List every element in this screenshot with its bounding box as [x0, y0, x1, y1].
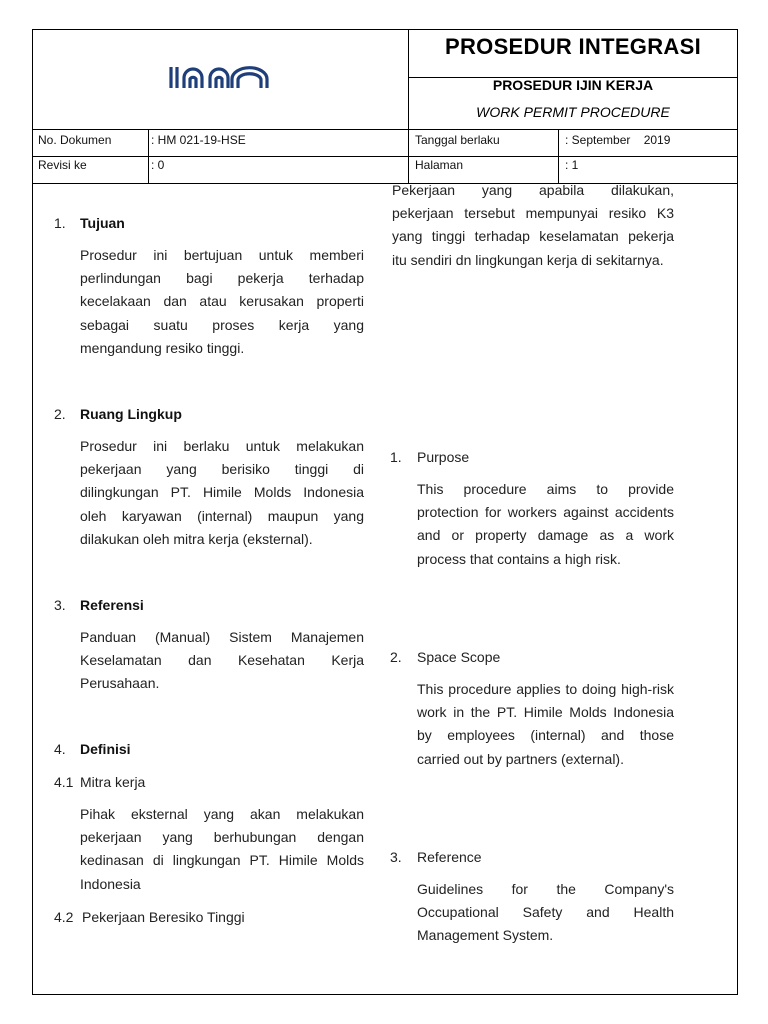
section-3-title: Referensi	[80, 597, 144, 613]
text-line: mengandung resiko tinggi.	[80, 339, 245, 356]
text-line: carried out by partners (external).	[417, 750, 624, 767]
text-line: Pihak eksternal yang akan melakukan	[80, 806, 364, 822]
text-line: pekerjaan yang berisiko tinggi di	[80, 461, 364, 478]
text-line: Management System.	[417, 927, 554, 944]
doc-number-label: No. Dokumen	[38, 133, 112, 147]
doc-subtitle-en: WORK PERMIT PROCEDURE	[476, 104, 670, 120]
scope-body	[417, 678, 674, 771]
effective-date-value: : September 2019	[565, 133, 671, 147]
section-1-number: 1.	[54, 215, 66, 231]
section-4-number: 4.	[54, 741, 66, 757]
doc-subtitle: PROSEDUR IJIN KERJA	[492, 77, 654, 93]
page-value: : 1	[565, 158, 579, 172]
text-line: dilakukan oleh mitra kerja (eksternal).	[80, 530, 313, 547]
reference-number: 3.	[390, 849, 402, 865]
section-2-number: 2.	[54, 406, 66, 422]
text-line: pekerjaan yang berhubungan dengan	[80, 829, 364, 846]
reference-title: Reference	[417, 849, 482, 865]
text-line: oleh karyawan (internal) maupun yang	[80, 507, 364, 524]
section-4-title: Definisi	[80, 741, 131, 757]
purpose-title: Purpose	[417, 449, 470, 465]
text-line: itu sendiri dn lingkungan kerja di sekitarnya.	[392, 251, 664, 268]
text-line: sebagai suatu proses kerja yang	[80, 316, 364, 333]
header-divider-3	[32, 156, 738, 157]
meta-col-line-2	[558, 129, 559, 184]
text-line: perlindungan bagi pekerja terhadap	[80, 270, 364, 287]
page-label: Halaman	[415, 158, 464, 172]
text-line: kecelakaan dan atau kerusakan properti	[80, 293, 364, 310]
section-3-body	[80, 626, 364, 696]
definition-continuation	[392, 179, 674, 272]
doc-title: PROSEDUR INTEGRASI	[445, 34, 701, 59]
text-line: Indonesia	[80, 875, 141, 892]
section-4-2-number: 4.2	[54, 909, 74, 925]
text-line: Keselamatan dan Kesehatan Kerja	[80, 652, 364, 669]
text-line: This procedure applies to doing high-risk	[417, 681, 674, 697]
text-line: process that contains a high risk.	[417, 550, 621, 567]
scope-number: 2.	[390, 649, 402, 665]
text-line: and or property damage as a work	[417, 527, 674, 544]
text-line: protection for workers against accidents	[417, 504, 674, 521]
section-4-1-title: Mitra kerja	[80, 774, 146, 790]
text-line: Occupational Safety and Health	[417, 904, 674, 921]
scope-title: Space Scope	[417, 649, 501, 665]
purpose-body	[417, 478, 674, 571]
text-line: dilingkungan PT. Himile Molds Indonesia	[80, 484, 364, 501]
revision-value: : 0	[151, 158, 165, 172]
doc-number-value: : HM 021-19-HSE	[151, 133, 246, 147]
section-3-number: 3.	[54, 597, 66, 613]
section-2-body	[80, 435, 364, 551]
reference-body	[417, 878, 674, 948]
text-line: Prosedur ini bertujuan untuk memberi	[80, 247, 364, 263]
purpose-number: 1.	[390, 449, 402, 465]
section-2-title: Ruang Lingkup	[80, 406, 182, 422]
section-4-1-body	[80, 803, 364, 896]
text-line: Panduan (Manual) Sistem Manajemen	[80, 629, 364, 645]
text-line: yang tinggi terhadap keselamatan pekerja	[392, 228, 674, 245]
section-4-2-title: Pekerjaan Beresiko Tinggi	[82, 909, 245, 925]
text-line: kedinasan di lingkungan PT. Himile Molds	[80, 852, 364, 869]
section-4-1-number: 4.1	[54, 774, 74, 790]
text-line: Guidelines for the Company's	[417, 881, 674, 897]
section-1-body	[80, 244, 364, 360]
meta-col-line-1	[148, 129, 149, 184]
header-divider-2	[32, 129, 738, 130]
text-line: work in the PT. Himile Molds Indonesia	[417, 704, 674, 721]
text-line: This procedure aims to provide	[417, 481, 674, 497]
section-1-title: Tujuan	[80, 215, 125, 231]
text-line: by employees (internal) and those	[417, 727, 674, 744]
revision-label: Revisi ke	[38, 158, 87, 172]
company-logo	[168, 65, 270, 94]
text-line: Perusahaan.	[80, 675, 160, 692]
text-line: Pekerjaan yang apabila dilakukan,	[392, 182, 674, 198]
effective-date-label: Tanggal berlaku	[415, 133, 500, 147]
text-line: Prosedur ini berlaku untuk melakukan	[80, 438, 364, 454]
text-line: pekerjaan tersebut mempunyai resiko K3	[392, 205, 674, 222]
